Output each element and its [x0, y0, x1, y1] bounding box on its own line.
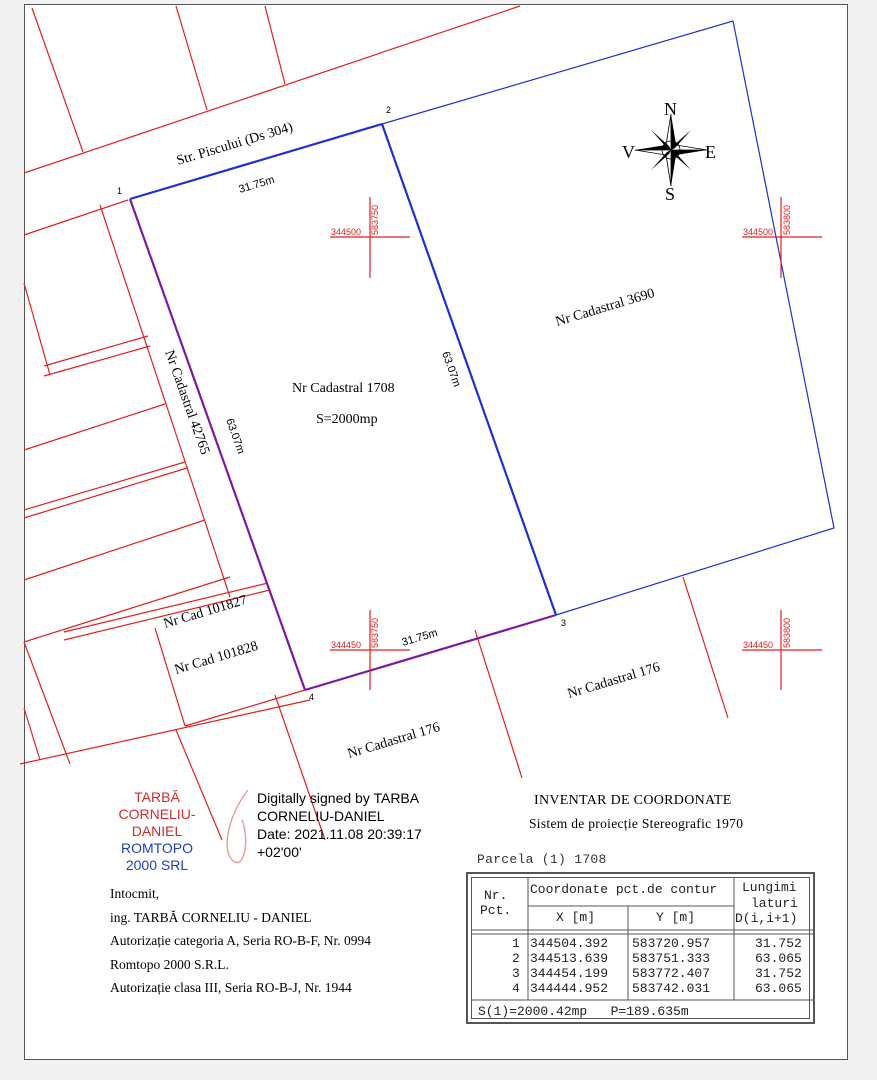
point-3: 3	[561, 618, 567, 628]
parcel-42765-label: Nr Cadastral 42765	[161, 348, 213, 457]
header-laturi: laturi	[751, 896, 798, 911]
author-line: Romtopo 2000 S.R.L.	[110, 956, 229, 972]
point-2: 2	[386, 105, 392, 115]
row-nr: 2	[512, 951, 520, 966]
compass-rose-icon	[635, 114, 707, 186]
street-label: Str. Piscului (Ds 304)	[174, 120, 295, 169]
stamp-name-line: CORNELIU-	[118, 806, 196, 822]
row-d: 31.752	[755, 936, 802, 951]
stamp-company-line: ROMTOPO	[120, 840, 194, 856]
point-4: 4	[309, 692, 315, 702]
row-y: 583742.031	[632, 981, 711, 996]
header-d: D(i,i+1)	[735, 911, 798, 926]
header-nr: Nr.	[484, 888, 508, 903]
grid-x-label: 344450	[743, 640, 774, 650]
grid-y-label: 583800	[782, 204, 792, 235]
dim-bottom: 31.75m	[400, 626, 440, 649]
grid-y-label: 583800	[782, 617, 792, 648]
header-y: Y [m]	[656, 910, 696, 925]
author-line: Intocmit,	[110, 886, 160, 901]
parcel-id: Parcela (1) 1708	[477, 852, 607, 867]
row-y: 583751.333	[632, 951, 711, 966]
author-line: ing. TARBĂ CORNELIU - DANIEL	[110, 909, 312, 925]
parcel-176-east-label: Nr Cadastral 176	[565, 660, 662, 702]
stamp-company-line: 2000 SRL	[125, 857, 189, 873]
digital-signature	[257, 789, 457, 861]
header-lungimi: Lungimi	[742, 880, 797, 895]
row-x: 344504.392	[530, 936, 609, 951]
signature-line: +02'00'	[257, 844, 302, 860]
stamp-name-line: TARBĂ	[134, 789, 180, 805]
signature-line: Digitally signed by TARBA	[257, 790, 420, 806]
compass-v: V	[622, 142, 635, 162]
parcel-101827-label: Nr Cad 101827	[161, 592, 249, 632]
author-line: Autorizație clasa III, Seria RO-B-J, Nr. 1944	[110, 980, 352, 995]
inventory-subtitle: Sistem de proiecție Stereografic 1970	[529, 816, 744, 831]
grid-x-label: 344500	[743, 227, 774, 237]
dim-top: 31.75m	[237, 173, 277, 196]
table-frame	[471, 877, 810, 1019]
dim-right: 63.07m	[439, 349, 463, 389]
parcel-1708-label: Nr Cadastral 1708	[292, 381, 395, 396]
row-d: 31.752	[755, 966, 802, 981]
row-x: 344454.199	[530, 966, 609, 981]
header-coordinates: Coordonate pct.de contur	[530, 882, 718, 897]
row-y: 583720.957	[632, 936, 711, 951]
compass-e: E	[705, 142, 716, 162]
row-nr: 3	[512, 966, 520, 981]
row-x: 344444.952	[530, 981, 609, 996]
parcel-3690-label: Nr Cadastral 3690	[553, 286, 657, 330]
author-line: Autorizație categoria A, Seria RO-B-F, Nr. 0994	[110, 933, 371, 948]
row-y: 583772.407	[632, 966, 711, 981]
parcel-176-west-label: Nr Cadastral 176	[345, 720, 442, 762]
grid-crosses	[330, 197, 822, 690]
compass-n: N	[664, 99, 677, 119]
point-1: 1	[117, 186, 123, 196]
row-nr: 4	[512, 981, 520, 996]
coordinate-table	[466, 872, 815, 1024]
header-pct: Pct.	[480, 903, 512, 918]
table-summary: S(1)=2000.42mp P=189.635m	[478, 1004, 689, 1019]
parcel-101828-label: Nr Cad 101828	[172, 638, 260, 678]
row-d: 63.065	[755, 981, 802, 996]
compass-s: S	[665, 184, 676, 204]
row-nr: 1	[512, 936, 520, 951]
row-d: 63.065	[755, 951, 802, 966]
grid-x-label: 344450	[331, 640, 362, 650]
header-x: X [m]	[556, 910, 596, 925]
grid-y-label: 583750	[370, 617, 380, 648]
engineer-stamp	[108, 789, 206, 874]
row-x: 344513.639	[530, 951, 609, 966]
signature-line: CORNELIU-DANIEL	[257, 808, 385, 824]
dim-left: 63.07m	[223, 416, 247, 456]
signature-mark	[227, 790, 248, 863]
inventory-title: INVENTAR DE COORDONATE	[534, 793, 732, 808]
grid-y-label: 583750	[370, 204, 380, 235]
author-block	[110, 882, 371, 1000]
stamp-name-line: DANIEL	[131, 823, 183, 839]
grid-x-label: 344500	[331, 227, 362, 237]
signature-line: Date: 2021.11.08 20:39:17	[257, 826, 422, 842]
parcel-area-label: S=2000mp	[316, 412, 378, 427]
